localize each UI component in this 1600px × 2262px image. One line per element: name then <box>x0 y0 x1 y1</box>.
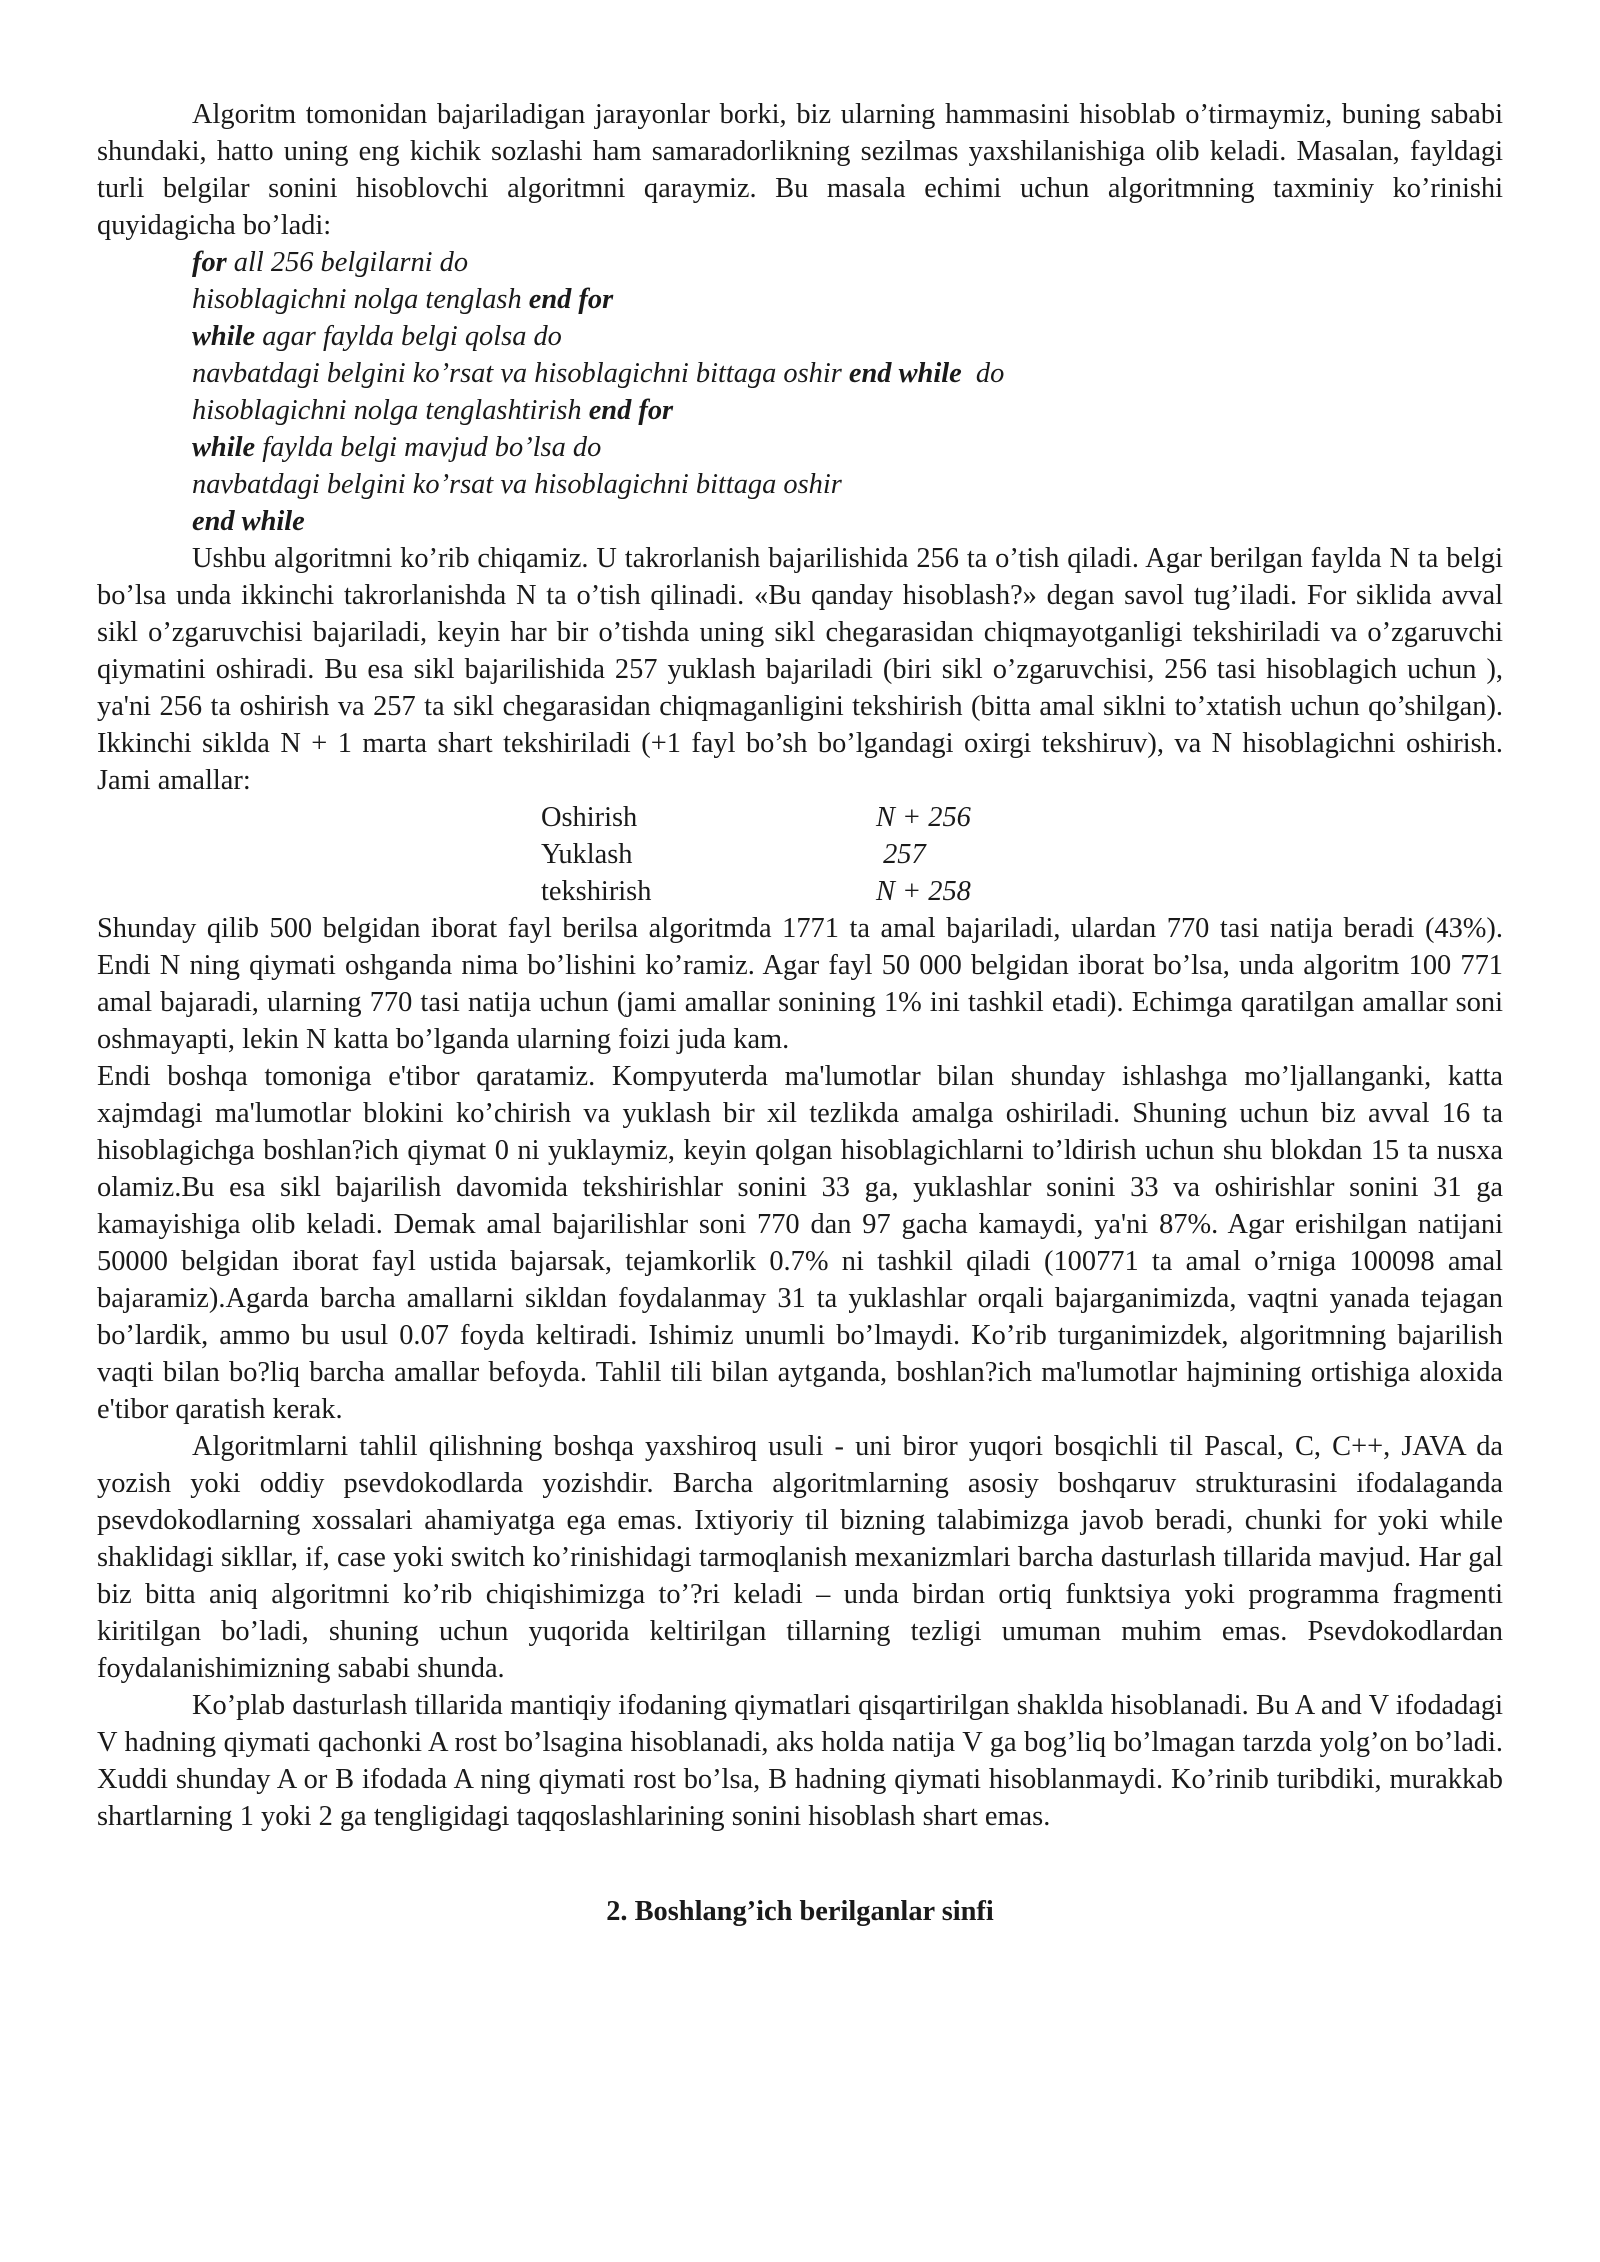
operations-row <box>541 799 1503 836</box>
code-line-2 <box>192 281 1503 318</box>
code-keyword: while <box>192 321 256 352</box>
code-keyword: while <box>192 432 256 463</box>
code-line-7 <box>192 466 1503 503</box>
code-text: all 256 belgilarni do <box>226 247 469 278</box>
operation-value: N + 258 <box>876 876 971 907</box>
paragraph-boolean: Ko’plab dasturlash tillarida mantiqiy ifodaning qiymatlari qisqartirilgan shaklda hisoblanadi. Bu A and V ifodadagi V hadning qiymati qachonki A rost bo’lsagina hisoblanadi, aks holda natija V ga bog’liq bo’lmagan tarzda yolg’on bo’ladi. Xuddi shunday A or B ifodada A ning qiymati rost bo’lsa, B hadning qiymati hisoblanmaydi. Ko’rinib turibdiki, murakkab shartlarning 1 yoki 2 ga tengligidagi taqqoslashlarining sonini hisoblash shart emas. <box>97 1690 1503 1832</box>
code-text: navbatdagi belgini ko’rsat va hisoblagichni bittaga oshir <box>192 358 849 389</box>
code-keyword: for <box>192 247 227 278</box>
paragraph-intro: Algoritm tomonidan bajariladigan jarayonlar borki, biz ularning hammasini hisoblab o’tirmaymiz, buning sababi shundaki, hatto uning eng kichik sozlashi ham samaradorlikning sezilmas yaxshilanishiga olib keladi. Masalan, fayldagi turli belgilar sonini hisoblovchi algoritmni qaraymiz. Bu masala echimi uchun algoritmning taxminiy ko’rinishi quyidagicha bo’ladi: <box>97 99 1503 241</box>
operation-name: tekshirish <box>541 876 652 907</box>
code-text: hisoblagichni nolga tenglashtirish <box>192 395 589 426</box>
pseudocode-block <box>97 244 1503 540</box>
section-heading: 2. Boshlang’ich berilganlar sinfi <box>606 1896 994 1927</box>
operations-row <box>541 873 1503 910</box>
code-text: faylda belgi mavjud bo’lsa do <box>255 432 602 463</box>
code-keyword: end while <box>848 358 962 389</box>
operation-name: Yuklash <box>541 839 633 870</box>
paragraph-optimization: Endi boshqa tomoniga e'tibor qaratamiz. Kompyuterda ma'lumotlar bilan shunday ishlashga mo’ljallanganki, katta xajmdagi ma'lumotlar blokini ko’chirish va yuklash bir xil tezlikda amalga oshiriladi. Shuning uchun biz avval 16 ta hisoblagichga boshlan?ich qiymat 0 ni yuklaymiz, keyin qolgan hisoblagichlarni to’ldirish uchun shu blokdan 15 ta nusxa olamiz.Bu esa sikl bajarilish davomida tekshirishlar sonini 33 ga, yuklashlar sonini 33 va oshirishlar sonini 31 ga kamayishiga olib keladi. Demak amal bajarilishlar soni 770 dan 97 gacha kamaydi, ya'ni 87%. Agar erishilgan natijani 50000 belgidan iborat fayl ustida bajarsak, tejamkorlik 0.7% ni tashkil qiladi (100771 ta amal o’rniga 100098 amal bajaramiz).Agarda barcha amallarni sikldan foydalanmay 31 ta yuklashlar orqali bajarganimizda, vaqtni yanada tejagan bo’lardik, ammo bu usul 0.07 foyda keltiradi. Ishimiz unumli bo’lmaydi. Ko’rib turganimizdek, algoritmning bajarilish vaqti bilan bo?liq barcha amallar befoyda. Tahlil tili bilan aytganda, boshlan?ich ma'lumotlar hajmining ortishiga aloxida e'tibor qaratish kerak. <box>97 1061 1503 1425</box>
operation-value: N + 256 <box>876 802 971 833</box>
paragraph-analysis: Ushbu algoritmni ko’rib chiqamiz. U takrorlanish bajarilishida 256 ta o’tish qiladi. Agar berilgan faylda N ta belgi bo’lsa unda ikkinchi takrorlanishda N ta o’tish qilinadi. «Bu qanday hisoblash?» degan savol tug’iladi. For siklida avval sikl o’zgaruvchisi bajariladi, keyin har bir o’tishda uning sikl chegarasidan chiqmayotganligi tekshiriladi va o’zgaruvchi qiymatini oshiradi. Bu esa sikl bajarilishida 257 yuklash bajariladi (biri sikl o’zgaruvchisi, 256 tasi hisoblagich uchun ), ya'ni 256 ta oshirish va 257 ta sikl chegarasidan chiqmaganligini tekshirish (bitta amal siklni to’xtatish uchun qo’shilgan). Ikkinchi siklda N + 1 marta shart tekshiriladi (+1 fayl bo’sh bo’lgandagi oxirgi tekshiruv), va N hisoblagichni oshirish. Jami amallar: <box>97 543 1503 796</box>
code-text: navbatdagi belgini ko’rsat va hisoblagichni bittaga oshir <box>192 469 842 500</box>
code-keyword: end for <box>588 395 674 426</box>
code-line-8 <box>192 503 1503 540</box>
code-text: do <box>961 358 1005 389</box>
paragraph-result: Shunday qilib 500 belgidan iborat fayl berilsa algoritmda 1771 ta amal bajariladi, ulardan 770 tasi natija beradi (43%). Endi N ning qiymati oshganda nima bo’lishini ko’ramiz. Agar fayl 50 000 belgidan iborat bo’lsa, unda algoritm 100 771 amal bajaradi, ularning 770 tasi natija uchun (jami amallar sonining 1% ini tashkil etadi). Echimga qaratilgan amallar soni oshmayapti, lekin N katta bo’lganda ularning foizi juda kam. <box>97 913 1503 1055</box>
operation-name: Oshirish <box>541 802 638 833</box>
code-text: agar faylda belgi qolsa do <box>255 321 562 352</box>
code-line-6 <box>192 429 1503 466</box>
code-line-3 <box>192 318 1503 355</box>
operations-table <box>97 799 1503 910</box>
code-keyword: end while <box>192 506 305 537</box>
code-keyword: end for <box>528 284 614 315</box>
paragraph-pseudocode: Algoritmlarni tahlil qilishning boshqa yaxshiroq usuli - uni biror yuqori bosqichli til Pascal, C, C++, JAVA da yozish yoki oddiy psevdokodlarda yozishdir. Barcha algoritmlarning asosiy boshqaruv strukturasini ifodalaganda psevdokodlarning xossalari ahamiyatga ega emas. Ixtiyoriy til bizning talabimizga javob beradi, chunki for yoki while shaklidagi sikllar, if, case yoki switch ko’rinishidagi tarmoqlanish mexanizmlari barcha dasturlash tillarida mavjud. Har gal biz bitta aniq algoritmni ko’rib chiqishimizga to’?ri keladi – unda birdan ortiq funktsiya yoki programma fragmenti kiritilgan bo’ladi, shuning uchun yuqorida keltirilgan tillarning tezligi umuman muhim emas. Psevdokodlardan foydalanishimizning sababi shunda. <box>97 1431 1503 1684</box>
code-line-4 <box>192 355 1503 392</box>
operations-row <box>541 836 1503 873</box>
code-text: hisoblagichni nolga tenglash <box>192 284 529 315</box>
operation-value: 257 <box>876 839 926 870</box>
code-line-5 <box>192 392 1503 429</box>
code-line-1 <box>192 244 1503 281</box>
document-page <box>97 96 1503 1930</box>
